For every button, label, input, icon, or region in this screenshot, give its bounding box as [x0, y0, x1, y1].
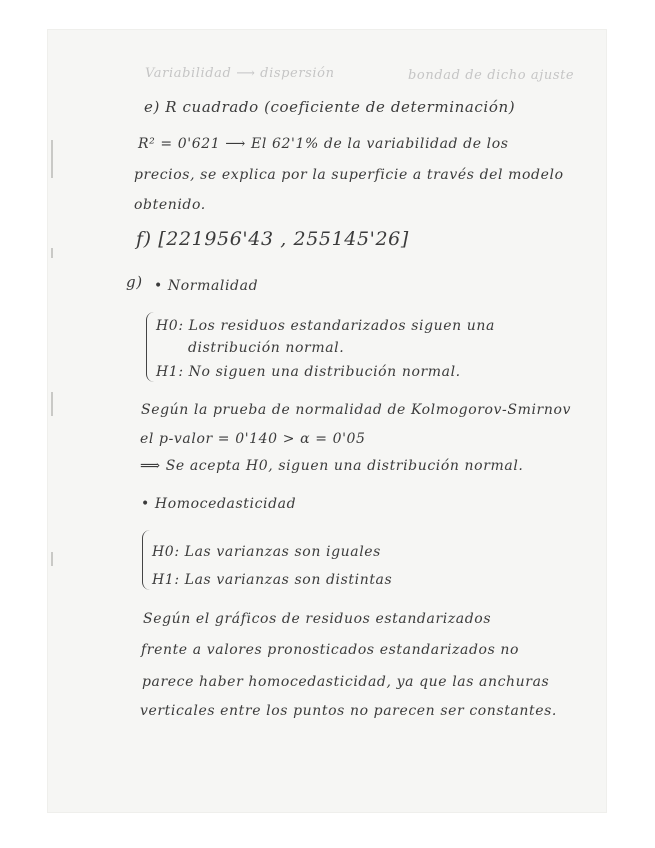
- homoscedasticity-text: frente a valores pronosticados estandarizados no: [141, 642, 520, 658]
- normality-h1: H1: No siguen una distribución normal.: [156, 364, 461, 380]
- normality-title: • Normalidad: [154, 278, 259, 294]
- homoscedasticity-text: verticales entre los puntos no parecen ser constantes.: [140, 703, 557, 719]
- normality-test-line: Según la prueba de normalidad de Kolmogorov-Smirnov: [141, 402, 571, 418]
- normality-h0: H0: Los residuos estandarizados siguen una: [156, 318, 495, 334]
- normality-conclusion: ⟹ Se acepta H0, siguen una distribución normal.: [140, 458, 524, 474]
- normality-h0-cont: distribución normal.: [188, 340, 345, 356]
- homoscedasticity-text: parece haber homocedasticidad, ya que las anchuras: [142, 674, 550, 690]
- section-f-interval: f) [221956'43 , 255145'26]: [136, 228, 409, 250]
- faint-note-goodness-of-fit: bondad de dicho ajuste: [408, 68, 575, 83]
- homoscedasticity-title: • Homocedasticidad: [141, 496, 297, 512]
- faint-note-variability: Variabilidad ⟶ dispersión: [145, 66, 335, 81]
- section-e-line: precios, se explica por la superficie a través del modelo: [134, 167, 564, 183]
- hypothesis-brace: [142, 530, 151, 590]
- section-e-heading: e) R cuadrado (coeficiente de determinación): [144, 98, 516, 116]
- hypothesis-brace: [146, 312, 155, 382]
- margin-mark: [51, 140, 53, 178]
- margin-mark: [51, 392, 53, 416]
- section-e-line: R² = 0'621 ⟶ El 62'1% de la variabilidad de los: [138, 136, 509, 152]
- section-g-label: g): [126, 273, 143, 291]
- homoscedasticity-text: Según el gráficos de residuos estandarizados: [143, 611, 492, 627]
- homoscedasticity-h1: H1: Las varianzas son distintas: [152, 572, 393, 588]
- margin-mark: [51, 248, 53, 258]
- section-e-line: obtenido.: [134, 197, 206, 213]
- margin-mark: [51, 552, 53, 566]
- homoscedasticity-h0: H0: Las varianzas son iguales: [152, 544, 381, 560]
- normality-test-line: el p-valor = 0'140 > α = 0'05: [140, 431, 366, 447]
